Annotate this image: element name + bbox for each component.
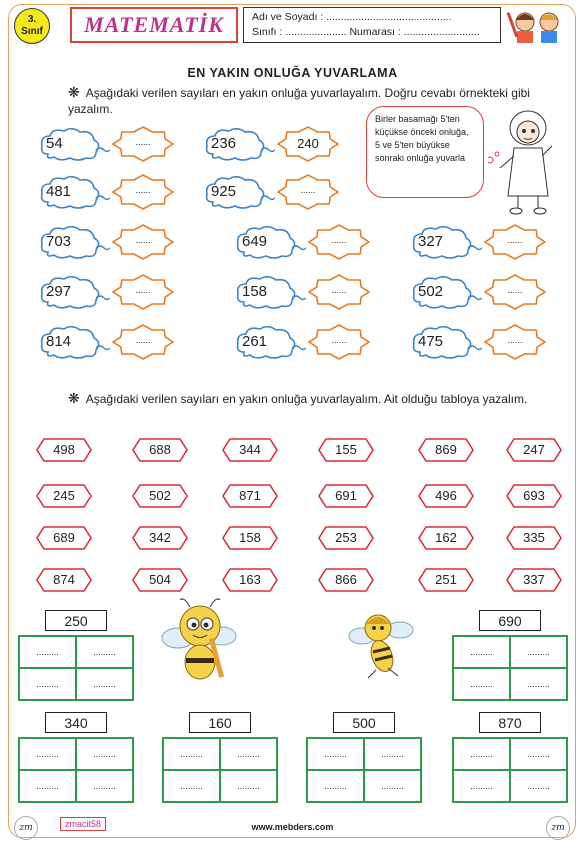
answer-star[interactable] — [112, 324, 174, 360]
number-hexagon — [222, 526, 278, 550]
number-hexagon — [418, 568, 474, 592]
cloud-number: 327 — [418, 233, 444, 250]
number-hexagon — [222, 438, 278, 462]
hexagon-number: 871 — [239, 488, 261, 503]
answer-cell[interactable]: ......... — [76, 770, 133, 802]
number-cloud — [40, 226, 102, 258]
hexagon-number: 163 — [239, 572, 261, 587]
flower-bullet-icon: ❋ — [68, 390, 80, 406]
star-answer: ...... — [331, 235, 347, 245]
hexagon-number: 688 — [149, 442, 171, 457]
answer-cell[interactable]: ......... — [510, 738, 567, 770]
answer-cell[interactable]: ......... — [76, 738, 133, 770]
star-answer: ...... — [507, 285, 523, 295]
star-answer: ...... — [135, 185, 151, 195]
number-hexagon — [506, 568, 562, 592]
cloud-number: 502 — [418, 283, 444, 300]
cloud-number: 158 — [242, 283, 268, 300]
number-hexagon — [36, 568, 92, 592]
star-answer: ...... — [331, 335, 347, 345]
hexagon-number: 498 — [53, 442, 75, 457]
number-hexagon — [318, 526, 374, 550]
answer-cell[interactable]: ......... — [19, 636, 76, 668]
answer-cell[interactable]: ......... — [453, 636, 510, 668]
cloud-number: 475 — [418, 333, 444, 350]
number-hexagon — [36, 438, 92, 462]
cloud-number: 236 — [211, 135, 237, 152]
star-answer: ...... — [135, 137, 151, 147]
cloud-number: 297 — [46, 283, 72, 300]
number-cloud — [412, 276, 474, 308]
number-cloud — [236, 326, 298, 358]
number-cloud — [40, 276, 102, 308]
monogram-right: zm — [546, 816, 570, 840]
answer-star[interactable] — [112, 174, 174, 210]
answer-cell[interactable]: ......... — [19, 668, 76, 700]
answer-cell[interactable]: ......... — [220, 738, 277, 770]
answer-cell[interactable]: ......... — [364, 738, 421, 770]
answer-cell[interactable]: ......... — [76, 668, 133, 700]
bee-flying-illustration — [348, 608, 418, 680]
answer-star[interactable] — [484, 324, 546, 360]
group-label: 250 — [45, 610, 107, 631]
star-answer: ...... — [507, 235, 523, 245]
hexagon-number: 155 — [335, 442, 357, 457]
group-table — [18, 635, 134, 701]
group-label: 690 — [479, 610, 541, 631]
answer-star[interactable] — [112, 274, 174, 310]
number-hexagon — [36, 526, 92, 550]
number-cloud — [412, 326, 474, 358]
star-answer: ...... — [331, 285, 347, 295]
cloud-number: 925 — [211, 183, 237, 200]
group-label: 870 — [479, 712, 541, 733]
answer-cell[interactable]: ......... — [453, 668, 510, 700]
number-cloud — [40, 128, 102, 160]
hexagon-number: 158 — [239, 530, 261, 545]
hexagon-number: 162 — [435, 530, 457, 545]
answer-cell[interactable]: ......... — [510, 668, 567, 700]
flower-bullet-icon: ❋ — [68, 84, 80, 100]
answer-cell[interactable]: ......... — [220, 770, 277, 802]
star-answer: ...... — [300, 185, 316, 195]
hexagon-number: 344 — [239, 442, 261, 457]
number-hexagon — [132, 568, 188, 592]
answer-star[interactable] — [308, 274, 370, 310]
number-hexagon — [506, 438, 562, 462]
grade-number: 3. — [27, 14, 37, 25]
answer-cell[interactable]: ......... — [19, 738, 76, 770]
number-hexagon — [318, 568, 374, 592]
hexagon-number: 247 — [523, 442, 545, 457]
hexagon-number: 869 — [435, 442, 457, 457]
cloud-number: 814 — [46, 333, 72, 350]
hint-speech-bubble — [366, 106, 484, 198]
hexagon-number: 496 — [435, 488, 457, 503]
answer-star[interactable] — [277, 126, 339, 162]
answer-cell[interactable]: ......... — [364, 770, 421, 802]
grade-badge — [14, 8, 50, 44]
hexagon-number: 693 — [523, 488, 545, 503]
hint-text: Birler basamağı 5'ten küçükse önceki onluğa, 5 ve 5'ten büyükse sonraki onluğa yuvarla — [375, 114, 469, 163]
hexagon-number: 342 — [149, 530, 171, 545]
section2-instruction — [68, 390, 560, 407]
hexagon-number: 502 — [149, 488, 171, 503]
group-table — [452, 737, 568, 803]
hexagon-number: 874 — [53, 572, 75, 587]
number-hexagon — [318, 484, 374, 508]
answer-group-250 — [18, 610, 134, 701]
hexagon-number: 866 — [335, 572, 357, 587]
class-field-label: Sınıfı : ..................... Numarası : .......................... — [252, 26, 480, 38]
answer-group-160 — [162, 712, 278, 803]
answer-star[interactable] — [112, 126, 174, 162]
website-url[interactable]: www.mebders.com — [251, 822, 334, 832]
group-label: 160 — [189, 712, 251, 733]
answer-cell[interactable]: ......... — [453, 770, 510, 802]
subject-title: MATEMATİK — [70, 7, 238, 43]
hexagon-number: 691 — [335, 488, 357, 503]
number-hexagon — [132, 526, 188, 550]
group-table — [162, 737, 278, 803]
answer-cell[interactable]: ......... — [307, 738, 364, 770]
number-hexagon — [418, 484, 474, 508]
group-table — [18, 737, 134, 803]
cloud-number: 481 — [46, 183, 72, 200]
star-answer: 240 — [297, 136, 319, 151]
number-hexagon — [418, 438, 474, 462]
number-hexagon — [506, 484, 562, 508]
answer-group-500 — [306, 712, 422, 803]
star-answer: ...... — [135, 335, 151, 345]
number-hexagon — [36, 484, 92, 508]
number-hexagon — [506, 526, 562, 550]
number-hexagon — [132, 484, 188, 508]
student-info-box — [243, 7, 501, 43]
monogram-left: zm — [14, 816, 38, 840]
number-cloud — [236, 276, 298, 308]
answer-cell[interactable]: ......... — [76, 636, 133, 668]
hexagon-number: 337 — [523, 572, 545, 587]
group-table — [452, 635, 568, 701]
grade-label: Sınıf — [21, 26, 43, 37]
answer-star[interactable] — [484, 274, 546, 310]
hexagon-number: 253 — [335, 530, 357, 545]
kids-illustration — [505, 6, 569, 46]
section1-instruction-text: Aşağıdaki verilen sayıları en yakın onluğa yuvarlayalım. Doğru cevabı örnekteki gibi yazalım. — [68, 86, 530, 116]
section1-instruction — [68, 84, 560, 117]
answer-cell[interactable]: ......... — [510, 636, 567, 668]
hexagon-number: 689 — [53, 530, 75, 545]
answer-star[interactable] — [308, 224, 370, 260]
hexagon-number: 504 — [149, 572, 171, 587]
section2-instruction-text: Aşağıdaki verilen sayıları en yakın onluğa yuvarlayalım. Ait olduğu tabloya yazalım. — [85, 392, 528, 406]
group-label: 500 — [333, 712, 395, 733]
answer-cell[interactable]: ......... — [163, 738, 220, 770]
answer-star[interactable] — [484, 224, 546, 260]
number-hexagon — [222, 568, 278, 592]
page-title: EN YAKIN ONLUĞA YUVARLAMA — [187, 66, 398, 80]
name-field-label: Adı ve Soyadı : ........................................... — [252, 11, 452, 23]
number-cloud — [412, 226, 474, 258]
answer-cell[interactable]: ......... — [307, 770, 364, 802]
number-cloud — [236, 226, 298, 258]
cloud-number: 54 — [46, 135, 63, 152]
number-cloud — [205, 128, 267, 160]
group-table — [306, 737, 422, 803]
cloud-number: 703 — [46, 233, 72, 250]
answer-group-870 — [452, 712, 568, 803]
hexagon-number: 245 — [53, 488, 75, 503]
answer-cell[interactable]: ......... — [453, 738, 510, 770]
answer-cell[interactable]: ......... — [510, 770, 567, 802]
number-hexagon — [132, 438, 188, 462]
answer-star[interactable] — [112, 224, 174, 260]
star-answer: ...... — [507, 335, 523, 345]
number-cloud — [40, 326, 102, 358]
hexagon-number: 335 — [523, 530, 545, 545]
answer-group-690 — [452, 610, 568, 701]
group-label: 340 — [45, 712, 107, 733]
number-hexagon — [418, 526, 474, 550]
number-cloud — [40, 176, 102, 208]
cloud-number: 261 — [242, 333, 268, 350]
answer-cell[interactable]: ......... — [19, 770, 76, 802]
hexagon-number: 251 — [435, 572, 457, 587]
girl-character-illustration — [488, 104, 558, 216]
author-tag: zmacit58 — [60, 817, 106, 831]
answer-star[interactable] — [277, 174, 339, 210]
star-answer: ...... — [135, 285, 151, 295]
answer-cell[interactable]: ......... — [163, 770, 220, 802]
number-hexagon — [318, 438, 374, 462]
star-answer: ...... — [135, 235, 151, 245]
answer-group-340 — [18, 712, 134, 803]
cloud-number: 649 — [242, 233, 268, 250]
answer-star[interactable] — [308, 324, 370, 360]
number-cloud — [205, 176, 267, 208]
number-hexagon — [222, 484, 278, 508]
bee-with-pencil-illustration — [160, 596, 240, 688]
